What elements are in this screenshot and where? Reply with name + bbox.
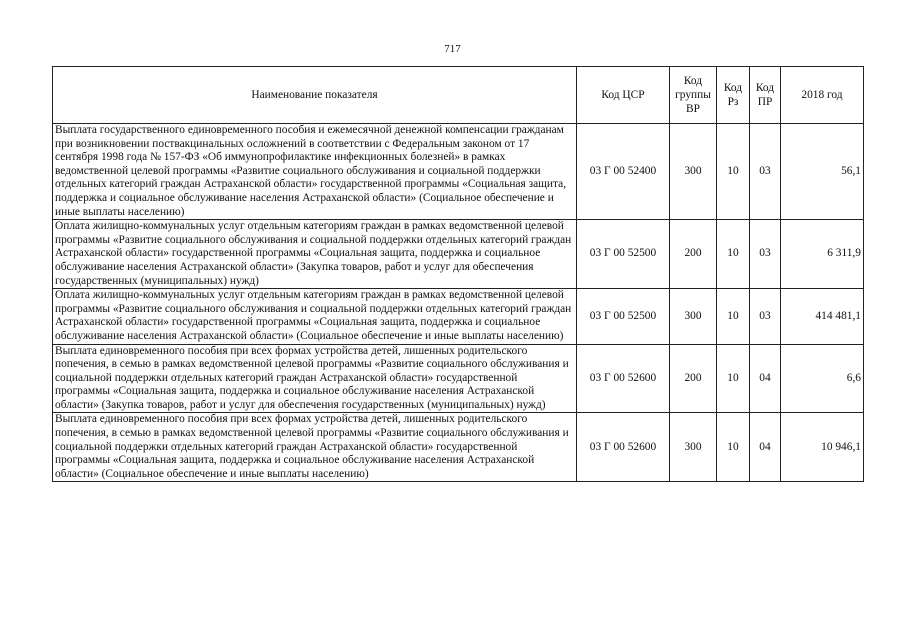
row-vr: 200 (670, 344, 717, 413)
header-pr-line2: ПР (757, 96, 773, 108)
row-amount: 6 311,9 (781, 220, 864, 289)
header-name: Наименование показателя (53, 67, 577, 124)
row-rz: 10 (717, 289, 750, 344)
row-amount: 414 481,1 (781, 289, 864, 344)
row-vr: 300 (670, 289, 717, 344)
table-header (53, 67, 864, 124)
table-body (53, 124, 864, 482)
table-row (53, 220, 864, 289)
header-vr-line3: ВР (686, 103, 700, 115)
header-vr-line1: Код (683, 75, 703, 87)
header-rz (717, 67, 750, 124)
header-pr-line1: Код (755, 82, 775, 94)
row-name: Выплата единовременного пособия при всех формах устройства детей, лишенных родительского попечения, в семью в рамках ведомственной целевой программы «Развитие социального обслуживания и социальной поддержки отдельных категорий граждан Астраханской области» государственной программы «Социальная защита, поддержка и социальное обслуживание населения Астраханской области» (Социальное обеспечение и иные выплаты населению) (53, 413, 577, 482)
row-amount: 10 946,1 (781, 413, 864, 482)
row-pr: 03 (750, 124, 781, 220)
row-rz: 10 (717, 124, 750, 220)
row-amount: 56,1 (781, 124, 864, 220)
header-rz-line1: Код (723, 82, 743, 94)
header-rz-line2: Рз (727, 96, 739, 108)
table-row (53, 413, 864, 482)
page-number: 717 (444, 43, 461, 55)
row-name: Выплата государственного единовременного пособия и ежемесячной денежной компенсации гражданам при возникновении поствакцинальных осложнений в соответствии с Федеральным законом от 17 сентября 1998 года № 157-ФЗ «Об иммунопрофилактике инфекционных болезней» в рамках ведомственной целевой программы «Развитие социального обслуживания и социальной поддержки отдельных категорий граждан Астраханской области» государственной программы «Социальная защита, поддержка и социальное обслуживание населения Астраханской области» (Социальное обеспечение и иные выплаты населению) (53, 124, 577, 220)
header-row (53, 67, 864, 124)
row-csr: 03 Г 00 52400 (577, 124, 670, 220)
header-csr: Код ЦСР (577, 67, 670, 124)
row-pr: 04 (750, 344, 781, 413)
header-vr-line2: группы (675, 89, 711, 101)
row-rz: 10 (717, 220, 750, 289)
row-csr: 03 Г 00 52600 (577, 413, 670, 482)
row-name: Оплата жилищно-коммунальных услуг отдельным категориям граждан в рамках ведомственной целевой программы «Развитие социального обслуживания и социальной поддержки отдельных категорий граждан Астраханской области» государственной программы «Социальная защита, поддержка и социальное обслуживание населения Астраханской области» (Закупка товаров, работ и услуг для обеспечения государственных (муниципальных) нужд) (53, 220, 577, 289)
table-row (53, 124, 864, 220)
row-name: Выплата единовременного пособия при всех формах устройства детей, лишенных родительского попечения, в семью в рамках ведомственной целевой программы «Развитие социального обслуживания и социальной поддержки отдельных категорий граждан Астраханской области» государственной программы «Социальная защита, поддержка и социальное обслуживание населения Астраханской области» (Закупка товаров, работ и услуг для обеспечения государственных (муниципальных) нужд) (53, 344, 577, 413)
header-pr (750, 67, 781, 124)
table-row (53, 289, 864, 344)
row-rz: 10 (717, 344, 750, 413)
header-vr (670, 67, 717, 124)
row-pr: 03 (750, 220, 781, 289)
row-vr: 200 (670, 220, 717, 289)
row-vr: 300 (670, 413, 717, 482)
row-rz: 10 (717, 413, 750, 482)
row-pr: 04 (750, 413, 781, 482)
header-year: 2018 год (781, 67, 864, 124)
row-name: Оплата жилищно-коммунальных услуг отдельным категориям граждан в рамках ведомственной целевой программы «Развитие социального обслуживания и социальной поддержки отдельных категорий граждан Астраханской области» государственной программы «Социальная защита, поддержка и социальное обслуживание населения Астраханской области» (Социальное обеспечение и иные выплаты населению) (53, 289, 577, 344)
row-amount: 6,6 (781, 344, 864, 413)
row-pr: 03 (750, 289, 781, 344)
row-csr: 03 Г 00 52500 (577, 289, 670, 344)
row-csr: 03 Г 00 52600 (577, 344, 670, 413)
budget-table (52, 66, 864, 482)
table-row (53, 344, 864, 413)
row-vr: 300 (670, 124, 717, 220)
row-csr: 03 Г 00 52500 (577, 220, 670, 289)
